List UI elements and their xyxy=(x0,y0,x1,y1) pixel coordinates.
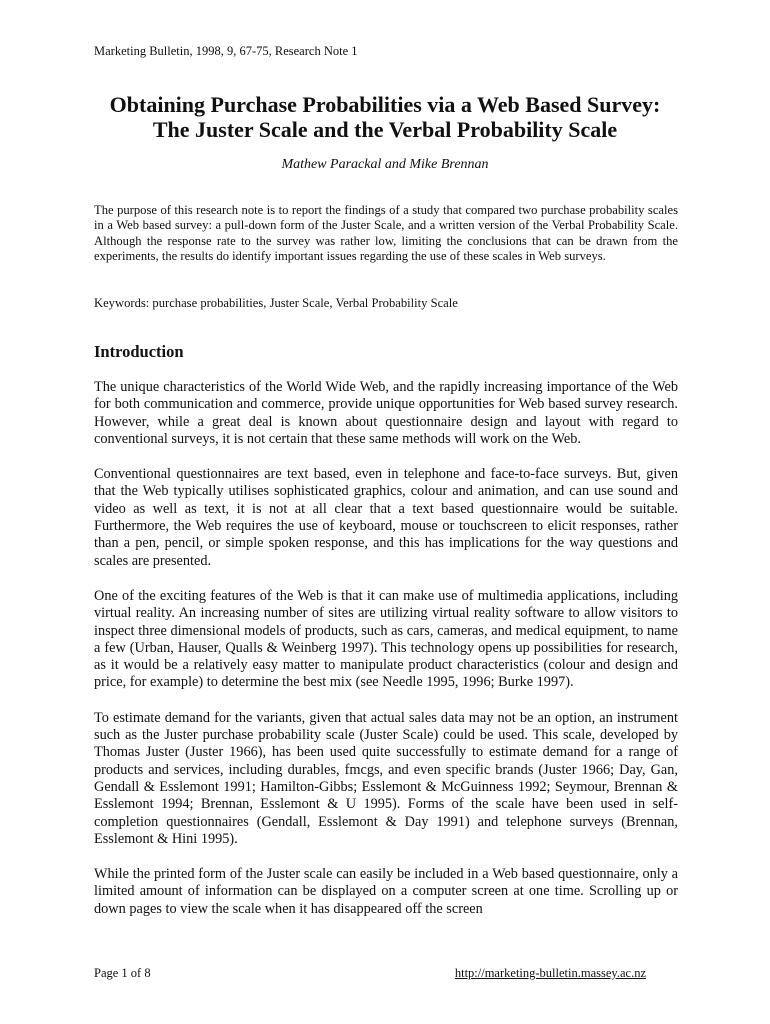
running-head: Marketing Bulletin, 1998, 9, 67-75, Research Note 1 xyxy=(94,44,358,58)
paper-title xyxy=(60,92,710,142)
paragraph: The unique characteristics of the World Wide Web, and the rapidly increasing importance of the Web for both communication and commerce, provide unique opportunities for Web based survey research. However, while a great deal is known about questionnaire design and layout with regard to conventional surveys, it is not certain that these same methods will work on the Web. xyxy=(94,379,678,447)
paragraph: Conventional questionnaires are text based, even in telephone and face-to-face surveys. But, given that the Web typically utilises sophisticated graphics, colour and animation, and can use sound and video as well as text, it is not at all clear that a text based questionnaire would be suitable. Furthermore, the Web requires the use of keyboard, mouse or touchscreen to elicit responses, rather than a pen, pencil, or simple spoken response, and this has implications for the way questions and scales are presented. xyxy=(94,466,678,569)
paragraph: While the printed form of the Juster scale can easily be included in a Web based questionnaire, only a limited amount of information can be displayed on a computer screen at one time. Scrolling up or down pages to view the scale when it has disappeared off the screen xyxy=(94,866,678,917)
abstract: The purpose of this research note is to report the findings of a study that compared two purchase probability scales in a Web based survey: a pull-down form of the Juster Scale, and a written version of the Verbal Probability Scale. Although the response rate to the survey was rather low, limiting the conclusions that can be drawn from the experiments, the results do identify important issues regarding the use of these scales in Web surveys. xyxy=(94,203,678,264)
body-text xyxy=(94,379,678,936)
paragraph: To estimate demand for the variants, given that actual sales data may not be an option, an instrument such as the Juster purchase probability scale (Juster Scale) could be used. This scale, developed by Thomas Juster (Juster 1966), has been used quite successfully to estimate demand for a range of products and services, including durables, fmcgs, and even specific brands (Juster 1966; Day, Gan, Gendall & Esslemont 1991; Hamilton-Gibbs; Esslemont & McGuinness 1992; Seymour, Brennan & Esslemont 1994; Brennan, Esslemont & U 1995). Forms of the scale have been used in self-completion questionnaires (Gendall, Esslemont & Day 1991) and telephone surveys (Brennan, Esslemont & Hini 1995). xyxy=(94,709,678,847)
section-heading: Introduction xyxy=(94,342,184,361)
page-number: Page 1 of 8 xyxy=(94,966,151,980)
title-line-2: The Juster Scale and the Verbal Probability Scale xyxy=(152,117,618,142)
paragraph: One of the exciting features of the Web is that it can make use of multimedia applications, including virtual reality. An increasing number of sites are utilizing virtual reality software to allow visitors to inspect three dimensional models of products, such as cars, cameras, and medical equipment, to name a few (Urban, Hauser, Qualls & Weinberg 1997). This technology opens up possibilities for research, as it would be a relatively easy matter to manipulate product characteristics (colour and design and price, for example) to determine the best mix (see Needle 1995, 1996; Burke 1997). xyxy=(94,587,678,691)
journal-url-link[interactable]: http://marketing-bulletin.massey.ac.nz xyxy=(454,966,646,980)
keywords: Keywords: purchase probabilities, Juster Scale, Verbal Probability Scale xyxy=(94,296,458,310)
title-line-1: Obtaining Purchase Probabilities via a Web Based Survey: xyxy=(109,92,661,117)
authors: Mathew Parackal and Mike Brennan xyxy=(281,157,489,172)
